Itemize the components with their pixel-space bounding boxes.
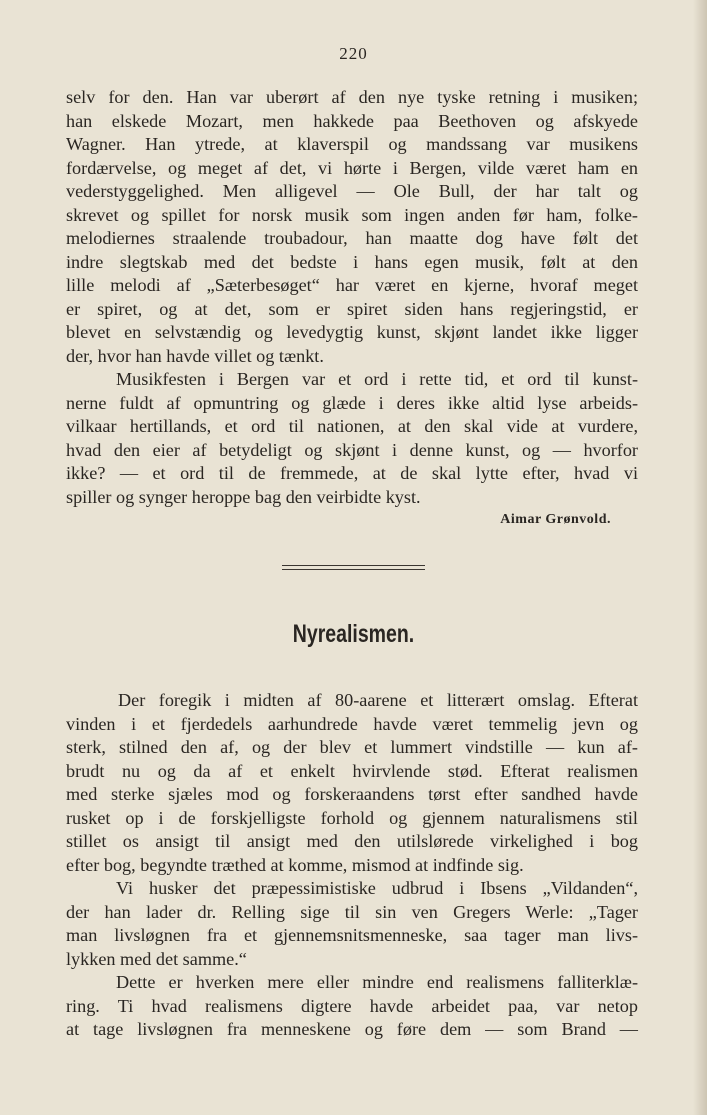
text-line: han elskede Mozart, men hakkede paa Beethoven og afskyede <box>66 110 638 131</box>
text-line: efter bog, begyndte træthed at komme, mismod at indfinde sig. <box>66 854 524 875</box>
page-number: 220 <box>339 44 368 63</box>
text-line: lille melodi af „Sæterbesøget“ har været en kjerne, hvoraf meget <box>66 275 638 295</box>
text-line: Der foregik i midten af 80-aarene et litterært omslag. Efterat <box>118 690 638 710</box>
text-line: hvad den eier af betydeligt og skjønt i denne kunst, og — hvorfor <box>66 439 638 460</box>
text-line: spiller og synger heroppe bag den veirbidte kyst. <box>66 486 421 507</box>
text-line: er spiret, og at det, som er spiret siden hans regjeringstid, er <box>66 298 638 319</box>
text-line: der han lader dr. Relling sige til sin ven Gregers Werle: „Tager <box>66 901 638 922</box>
text-line: stillet os ansigt til ansigt med den utilslørede virkelighed i bog <box>66 831 638 851</box>
text-line: Dette er hverken mere eller mindre end realismens falliterklæ- <box>116 972 638 992</box>
text-line: brudt nu og da af et enkelt hvirvlende stød. Efterat realismen <box>66 760 638 781</box>
text-line: ring. Ti hvad realismens digtere havde arbeidet paa, var netop <box>66 995 638 1016</box>
text-line: vinden i et fjerdedels aarhundrede havde været temmelig jevn og <box>66 713 638 734</box>
text-line: Wagner. Han ytrede, at klaverspil og mandssang var musikens <box>66 134 638 154</box>
text-line: der, hvor han havde villet og tænkt. <box>66 345 324 366</box>
author-signature: Aimar Grønvold. <box>500 512 611 527</box>
text-line: blevet en selvstændig og levedygtig kunst, skjønt landet ikke ligger <box>66 322 638 342</box>
text-line: at tage livsløgnen fra menneskene og føre dem — som Brand — <box>66 1019 638 1039</box>
text-line: Musikfesten i Bergen var et ord i rette tid, et ord til kunst- <box>116 369 638 389</box>
text-line: ikke? — et ord til de fremmede, at de skal lytte efter, hvad vi <box>66 463 638 483</box>
text-line: melodiernes straalende troubadour, han maatte dog have følt det <box>66 228 638 248</box>
text-line: lykken med det samme.“ <box>66 948 247 969</box>
text-line: nerne fuldt af opmuntring og glæde i deres ikke altid lyse arbeids- <box>66 392 638 413</box>
article-text-block <box>66 689 638 1042</box>
section-divider-top <box>282 565 425 566</box>
text-line: rusket op i de forskjelligste forhold og gjennem naturalismens stil <box>66 807 638 828</box>
page-edge-shadow <box>693 0 707 1115</box>
section-divider-bottom <box>282 569 425 570</box>
text-line: med sterke sjæles mod og forskeraandens tørst efter sandhed havde <box>66 784 638 804</box>
text-line: vederstyggelighed. Men alligevel — Ole Bull, der har talt og <box>66 181 638 201</box>
text-line: man livsløgnen fra et gjennemsnitsmenneske, saa tager man livs- <box>66 925 638 945</box>
text-line: skrevet og spillet for norsk musik som ingen anden før ham, folke- <box>66 204 638 225</box>
text-line: indre slegtskab med det bedste i hans egen musik, følt at den <box>66 251 638 272</box>
text-line: Vi husker det præpessimistiske udbrud i Ibsens „Vildanden“, <box>116 878 638 898</box>
text-line: vilkaar hertillands, et ord til nationen, at den skal vide at vurdere, <box>66 416 638 436</box>
text-line: sterk, stilned den af, og der blev et lummert vindstille — kun af- <box>66 737 638 757</box>
article-title: Nyrealismen. <box>292 620 415 648</box>
text-line: selv for den. Han var uberørt af den nye tyske retning i musiken; <box>66 87 638 107</box>
top-text-block <box>66 86 638 509</box>
text-line: fordærvelse, og meget af det, vi hørte i Bergen, vilde været ham en <box>66 157 638 178</box>
